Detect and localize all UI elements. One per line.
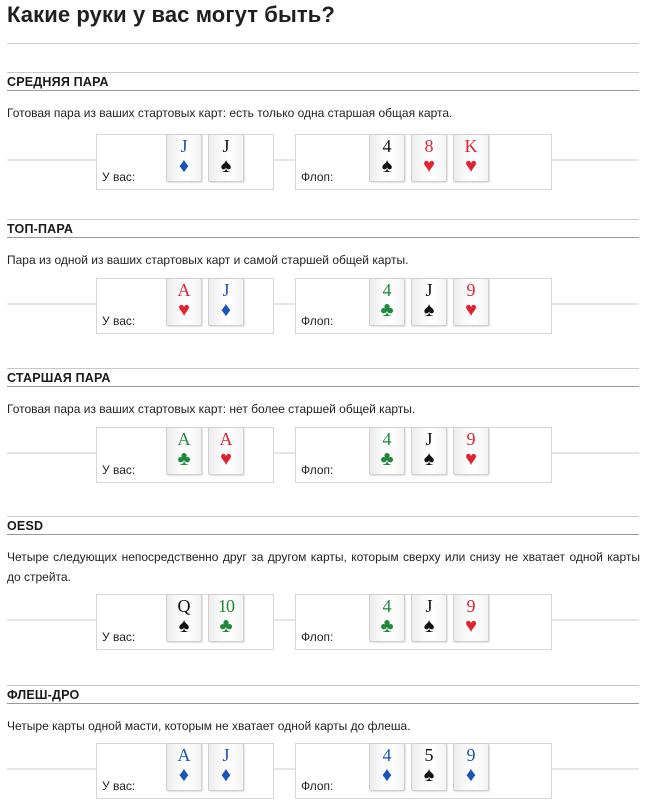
playing-card: [453, 427, 489, 475]
hearts-suit-icon: ♥: [465, 155, 477, 177]
hole-cards: [166, 743, 250, 791]
section-divider: [7, 685, 639, 686]
card-rank: 9: [466, 596, 476, 616]
flop-box: [295, 278, 552, 334]
spades-suit-icon: ♠: [220, 155, 232, 177]
hole-cards: [166, 594, 250, 642]
card-rank: 9: [466, 429, 476, 449]
hole-cards: [166, 278, 250, 326]
playing-card: [411, 594, 447, 642]
hand-example: [0, 427, 649, 483]
flop-cards: [369, 278, 495, 326]
clubs-suit-icon: ♣: [380, 448, 394, 470]
clubs-suit-icon: ♣: [219, 615, 233, 637]
playing-card: [166, 427, 202, 475]
card-rank: A: [177, 429, 191, 449]
section-description: Пара из одной из ваших стартовых карт и самой старшей общей карты.: [7, 253, 409, 267]
flop-box: [295, 743, 552, 799]
label-flop: Флоп:: [301, 630, 334, 644]
section-description: Готовая пара из ваших стартовых карт: есть только одна старшая общая карта.: [7, 106, 453, 120]
hearts-suit-icon: ♥: [465, 448, 477, 470]
playing-card: [411, 278, 447, 326]
card-rank: J: [425, 596, 433, 616]
diamonds-suit-icon: ♦: [178, 155, 190, 177]
section-heading-underline: [7, 703, 639, 704]
playing-card: [208, 134, 244, 182]
section-description: Готовая пара из ваших стартовых карт: нет более старшей общей карты.: [7, 402, 416, 416]
flop-box: [295, 134, 552, 190]
playing-card: [208, 743, 244, 791]
flop-cards: [369, 134, 495, 182]
section-heading: СРЕДНЯЯ ПАРА: [7, 75, 109, 89]
playing-card: [453, 134, 489, 182]
your-hand-box: [96, 594, 274, 650]
playing-card: [369, 427, 405, 475]
hearts-suit-icon: ♥: [465, 615, 477, 637]
hand-section: [0, 72, 649, 194]
card-rank: J: [180, 136, 188, 156]
playing-card: [369, 594, 405, 642]
card-rank: J: [222, 745, 230, 765]
card-rank: 8: [424, 136, 434, 156]
card-rank: 4: [382, 429, 392, 449]
section-heading: ФЛЕШ-ДРО: [7, 688, 80, 702]
spades-suit-icon: ♠: [423, 448, 435, 470]
hearts-suit-icon: ♥: [178, 299, 190, 321]
section-divider: [7, 72, 639, 73]
card-rank: 4: [382, 745, 392, 765]
card-rank: A: [177, 280, 191, 300]
flop-cards: [369, 594, 495, 642]
card-rank: J: [222, 136, 230, 156]
spades-suit-icon: ♠: [423, 615, 435, 637]
spades-suit-icon: ♠: [423, 299, 435, 321]
your-hand-box: [96, 134, 274, 190]
your-hand-box: [96, 427, 274, 483]
diamonds-suit-icon: ♦: [220, 764, 232, 786]
label-you: У вас:: [102, 779, 136, 793]
card-rank: 4: [382, 136, 392, 156]
hand-section: [0, 685, 649, 803]
card-rank: 5: [424, 745, 434, 765]
playing-card: [166, 594, 202, 642]
playing-card: [369, 134, 405, 182]
card-rank: K: [464, 136, 478, 156]
playing-card: [208, 594, 244, 642]
hand-section: [0, 219, 649, 338]
hole-cards: [166, 134, 250, 182]
label-flop: Флоп:: [301, 170, 334, 184]
playing-card: [166, 134, 202, 182]
your-hand-box: [96, 743, 274, 799]
section-heading-underline: [7, 90, 639, 91]
hearts-suit-icon: ♥: [220, 448, 232, 470]
diamonds-suit-icon: ♦: [178, 764, 190, 786]
flop-cards: [369, 743, 495, 791]
page-title: Какие руки у вас могут быть?: [7, 2, 335, 27]
hearts-suit-icon: ♥: [423, 155, 435, 177]
playing-card: [166, 278, 202, 326]
card-rank: A: [219, 429, 233, 449]
playing-card: [369, 743, 405, 791]
playing-card: [453, 278, 489, 326]
clubs-suit-icon: ♣: [380, 299, 394, 321]
section-divider: [7, 368, 639, 369]
section-description: Четыре следующих непосредственно друг за другом карты, которым сверху или снизу не хватает одной карты до стрейта.: [7, 550, 640, 584]
section-heading: OESD: [7, 519, 44, 533]
title-divider: [7, 43, 639, 44]
hand-example: [0, 278, 649, 334]
spades-suit-icon: ♠: [178, 615, 190, 637]
section-heading-underline: [7, 534, 639, 535]
card-rank: Q: [177, 596, 191, 616]
flop-cards: [369, 427, 495, 475]
label-flop: Флоп:: [301, 314, 334, 328]
card-rank: 4: [382, 280, 392, 300]
card-rank: J: [222, 280, 230, 300]
playing-card: [453, 743, 489, 791]
playing-card: [453, 594, 489, 642]
card-rank: J: [425, 280, 433, 300]
hole-cards: [166, 427, 250, 475]
playing-card: [208, 278, 244, 326]
playing-card: [369, 278, 405, 326]
clubs-suit-icon: ♣: [380, 615, 394, 637]
section-heading: СТАРШАЯ ПАРА: [7, 371, 111, 385]
label-you: У вас:: [102, 170, 136, 184]
card-rank: 4: [382, 596, 392, 616]
diamonds-suit-icon: ♦: [465, 764, 477, 786]
card-rank: J: [425, 429, 433, 449]
playing-card: [411, 427, 447, 475]
section-divider: [7, 516, 639, 517]
clubs-suit-icon: ♣: [177, 448, 191, 470]
spades-suit-icon: ♠: [381, 155, 393, 177]
hand-example: [0, 594, 649, 650]
hand-section: [0, 516, 649, 654]
hand-example: [0, 743, 649, 799]
diamonds-suit-icon: ♦: [220, 299, 232, 321]
hearts-suit-icon: ♥: [465, 299, 477, 321]
section-description: Четыре карты одной масти, которым не хватает одной карты до флеша.: [7, 719, 411, 733]
flop-box: [295, 427, 552, 483]
spades-suit-icon: ♠: [423, 764, 435, 786]
playing-card: [208, 427, 244, 475]
label-you: У вас:: [102, 314, 136, 328]
label-you: У вас:: [102, 463, 136, 477]
flop-box: [295, 594, 552, 650]
hand-example: [0, 134, 649, 190]
playing-card: [411, 134, 447, 182]
section-heading-underline: [7, 237, 639, 238]
label-flop: Флоп:: [301, 463, 334, 477]
label-you: У вас:: [102, 630, 136, 644]
card-rank: 9: [466, 280, 476, 300]
card-rank: 9: [466, 745, 476, 765]
card-rank: A: [177, 745, 191, 765]
your-hand-box: [96, 278, 274, 334]
playing-card: [166, 743, 202, 791]
section-divider: [7, 219, 639, 220]
card-rank: 10: [218, 596, 234, 616]
playing-card: [411, 743, 447, 791]
section-heading-underline: [7, 386, 639, 387]
diamonds-suit-icon: ♦: [381, 764, 393, 786]
label-flop: Флоп:: [301, 779, 334, 793]
section-heading: ТОП-ПАРА: [7, 222, 74, 236]
hand-section: [0, 368, 649, 487]
